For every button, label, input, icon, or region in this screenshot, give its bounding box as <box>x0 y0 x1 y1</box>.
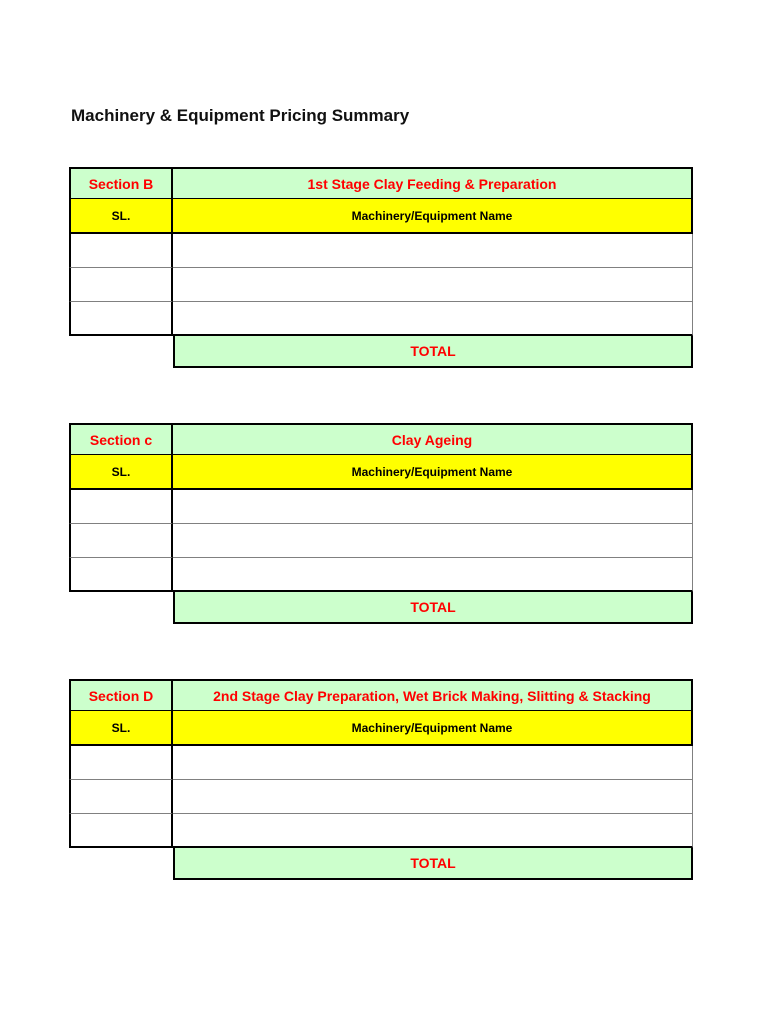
table-row <box>69 746 693 780</box>
name-cell[interactable] <box>173 524 693 558</box>
column-header-sl: SL. <box>69 199 173 234</box>
name-cell[interactable] <box>173 234 693 268</box>
total-spacer <box>69 592 173 624</box>
sl-cell[interactable] <box>69 814 173 848</box>
total-spacer <box>69 848 173 880</box>
section-title: 2nd Stage Clay Preparation, Wet Brick Making, Slitting & Stacking <box>173 679 693 711</box>
table-row <box>69 780 693 814</box>
column-header-row <box>69 711 693 746</box>
total-row <box>69 336 693 368</box>
column-header-name: Machinery/Equipment Name <box>173 199 693 234</box>
sl-cell[interactable] <box>69 234 173 268</box>
sl-cell[interactable] <box>69 268 173 302</box>
total-label: TOTAL <box>173 592 693 624</box>
total-label: TOTAL <box>173 848 693 880</box>
table-row <box>69 524 693 558</box>
sl-cell[interactable] <box>69 558 173 592</box>
section-title: Clay Ageing <box>173 423 693 455</box>
table-row <box>69 302 693 336</box>
name-cell[interactable] <box>173 780 693 814</box>
name-cell[interactable] <box>173 814 693 848</box>
column-header-sl: SL. <box>69 711 173 746</box>
sl-cell[interactable] <box>69 746 173 780</box>
total-row <box>69 848 693 880</box>
page-title: Machinery & Equipment Pricing Summary <box>71 106 410 125</box>
sl-cell[interactable] <box>69 780 173 814</box>
column-header-row <box>69 455 693 490</box>
section-label: Section B <box>69 167 173 199</box>
total-label: TOTAL <box>173 336 693 368</box>
name-cell[interactable] <box>173 490 693 524</box>
section-label: Section D <box>69 679 173 711</box>
table-row <box>69 234 693 268</box>
sl-cell[interactable] <box>69 302 173 336</box>
section-header-row <box>69 167 693 199</box>
section-label: Section c <box>69 423 173 455</box>
total-row <box>69 592 693 624</box>
section-d-table <box>69 679 693 880</box>
name-cell[interactable] <box>173 302 693 336</box>
column-header-row <box>69 199 693 234</box>
section-title: 1st Stage Clay Feeding & Preparation <box>173 167 693 199</box>
column-header-name: Machinery/Equipment Name <box>173 455 693 490</box>
section-header-row <box>69 679 693 711</box>
section-b-table <box>69 167 693 368</box>
column-header-name: Machinery/Equipment Name <box>173 711 693 746</box>
sl-cell[interactable] <box>69 524 173 558</box>
total-spacer <box>69 336 173 368</box>
table-row <box>69 558 693 592</box>
column-header-sl: SL. <box>69 455 173 490</box>
section-c-table <box>69 423 693 624</box>
sl-cell[interactable] <box>69 490 173 524</box>
name-cell[interactable] <box>173 558 693 592</box>
table-row <box>69 268 693 302</box>
name-cell[interactable] <box>173 268 693 302</box>
section-header-row <box>69 423 693 455</box>
name-cell[interactable] <box>173 746 693 780</box>
table-row <box>69 814 693 848</box>
table-row <box>69 490 693 524</box>
